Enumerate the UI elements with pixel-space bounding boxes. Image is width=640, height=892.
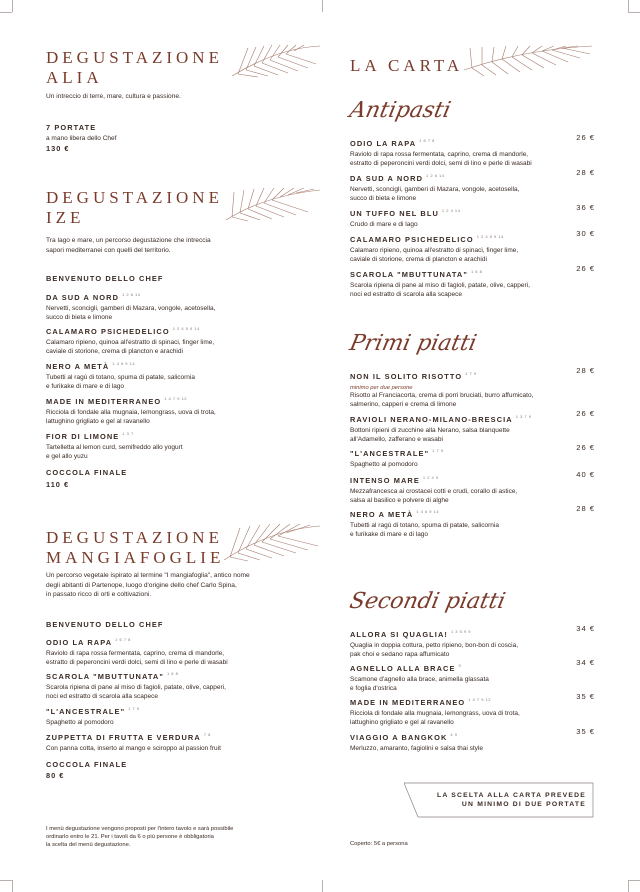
crop-mark	[628, 12, 640, 13]
notice-line: UN MINIMO DI DUE PORTATE	[461, 801, 586, 808]
tasting-footnote	[46, 825, 233, 849]
title-line: IZE	[46, 208, 85, 227]
item-name: NERO A METÀ	[46, 362, 110, 371]
menu-item	[46, 321, 286, 357]
item-name: RAVIOLI NERANO-MILANO-BRESCIA	[350, 415, 513, 424]
item-name: NERO A METÀ	[350, 510, 414, 519]
menu-item	[350, 366, 595, 410]
item-price: 35 €	[576, 692, 595, 701]
allergens: 1 6 8	[470, 269, 483, 274]
menu-item	[46, 356, 286, 392]
item-name: COCCOLA FINALE	[46, 760, 128, 769]
intro-line: sapori mediterranei con quelli del territorio.	[46, 246, 171, 254]
item-price: 40 €	[576, 470, 595, 479]
allergens: 1 4 7 9 12	[164, 396, 188, 401]
item-desc: e furikake di mare e di lago	[46, 382, 125, 390]
menu-item	[46, 391, 286, 427]
item-name: VIAGGIO A BANGKOK	[350, 733, 448, 742]
menu-item	[46, 754, 286, 772]
item-name: DA SUD A NORD	[350, 174, 424, 183]
menu-item	[350, 727, 595, 754]
item-desc: lattughino grigliato e gel al ravanello	[350, 718, 454, 726]
menu-item	[46, 614, 286, 632]
item-name: MADE IN MEDITERRANEO	[46, 397, 162, 406]
allergens: 1 3 5 9 9	[450, 629, 472, 634]
item-desc: Raviolo di rapa rossa fermentata, caprino, crema di mandorle,	[46, 650, 225, 657]
notice-text	[437, 791, 586, 809]
item-desc: Raviolo di rapa rossa fermentata, caprino, crema di mandorle,	[350, 151, 529, 158]
crop-mark	[12, 0, 13, 12]
item-price: 26 €	[576, 409, 595, 418]
item-desc: Con panna cotta, inserto al mango e sciroppo al passion fruit	[46, 745, 221, 752]
menu-item	[350, 168, 595, 204]
allergens: 1 7 9	[465, 371, 477, 376]
item-name: AGNELLO ALLA BRACE	[350, 664, 456, 673]
menu-price: 130 €	[46, 144, 70, 153]
course-note: a mano libera dello Chef	[46, 135, 117, 142]
item-name: COCCOLA FINALE	[46, 468, 128, 477]
menu-item	[350, 443, 595, 470]
item-price: 35 €	[576, 727, 595, 736]
item-desc: Nervetti, sconcigli, gamberi di Mazara, vongole, acetosella,	[46, 305, 216, 312]
item-name: CALAMARO PSICHEDELICO	[46, 327, 170, 336]
item-desc: Nervetti, sconcigli, gamberi di Mazara, vongole, acetosella,	[350, 186, 520, 193]
allergens: 1 4 6 9 14	[416, 509, 440, 514]
intro-line: degli abitanti di Partenope, luogo d'origine dello chef Carlo Spina,	[46, 581, 237, 589]
palm-leaf-icon	[224, 186, 322, 222]
menu-item	[46, 666, 286, 702]
allergens: 9	[458, 663, 462, 668]
item-price: 26 €	[576, 133, 595, 142]
item-name: BENVENUTO DELLO CHEF	[46, 620, 164, 629]
menu-item	[46, 287, 286, 323]
item-desc: noci ed estratto di scarola alla scapece	[350, 290, 463, 298]
item-desc: Quaglia in doppia cottura, petto ripieno, bon-bon di coscia,	[350, 642, 519, 649]
item-price: 34 €	[576, 624, 595, 633]
antipasti-heading: Antipasti	[347, 98, 453, 123]
allergens: 1 6 8	[166, 671, 179, 676]
item-name: "L'ANCESTRALE"	[350, 449, 430, 458]
allergens: 1 2 4 9	[422, 475, 439, 480]
item-name: DA SUD A NORD	[46, 293, 120, 302]
item-desc: e furikake di mare e di lago	[350, 530, 429, 538]
item-desc: Calamaro ripieno, quinoa all'estratto di spinaci, finger lime,	[46, 339, 215, 346]
section-title	[46, 528, 224, 568]
item-name: ZUPPETTA DI FRUTTA E VERDURA	[46, 733, 201, 742]
item-name: "L'ANCESTRALE"	[46, 707, 126, 716]
menu-item	[350, 658, 595, 694]
menu-item	[350, 624, 595, 660]
item-desc: noci ed estratto di scarola alla scapece	[46, 692, 159, 700]
item-desc: Scarola ripiena di pane al miso di fagioli, patate, olive, capperi,	[46, 684, 226, 691]
section-title	[46, 48, 223, 88]
title-line: MANGIAFOGLIE	[46, 548, 225, 567]
item-price: 28 €	[576, 168, 595, 177]
allergens: 1 2 4 5 9 14	[476, 234, 504, 239]
menu-item	[46, 701, 286, 728]
item-name: ALLORA SI QUAGLIA!	[350, 630, 448, 639]
allergens: 1 2 4 14	[441, 208, 461, 213]
footnote-line: la scelta del menù degustazione.	[46, 842, 131, 848]
menu-item	[350, 470, 595, 506]
crop-mark	[322, 0, 323, 12]
title-line: DEGUSTAZIONE	[46, 188, 223, 207]
item-price: 28 €	[576, 504, 595, 513]
secondi-heading: Secondi piatti	[347, 589, 508, 614]
allergens: 1 3 7	[122, 431, 134, 436]
item-desc: Calamaro ripieno, quinoa all'estratto di spinaci, finger lime,	[350, 247, 519, 254]
item-desc: Ricciola di fondale alla mugnaia, lemongrass, uova di trota,	[46, 409, 216, 416]
minimum-order-notice	[404, 782, 594, 818]
la-carta-title: LA CARTA	[350, 56, 464, 75]
item-desc: Bottoni ripieni di zucchine alla Nerano, salsa blanquette	[350, 427, 510, 434]
palm-leaf-icon	[222, 522, 322, 562]
crop-mark	[628, 880, 629, 892]
menu-item	[350, 133, 595, 169]
item-name: FIOR DI LIMONE	[46, 432, 120, 441]
item-price: 30 €	[576, 229, 595, 238]
item-desc: pak choi e sedano rapa affumicato	[350, 650, 450, 658]
cover-charge: Coperto: 5€ a persona	[350, 841, 408, 847]
menu-item	[46, 462, 286, 480]
item-desc: salsa al basilico e polvere di alghe	[350, 496, 449, 504]
intro-line: in passato ricco di orti e coltivazioni.	[46, 591, 152, 598]
allergens: 1 2 4 5 9 14	[172, 326, 200, 331]
item-name: CALAMARO PSICHEDELICO	[350, 235, 474, 244]
item-desc: Spaghetto al pomodoro	[350, 461, 418, 468]
item-name: INTENSO MARE	[350, 476, 420, 485]
course-count	[46, 117, 286, 144]
menu-item	[46, 727, 306, 754]
item-price: 28 €	[576, 366, 595, 375]
item-name: ODIO LA RAPA	[350, 139, 417, 148]
crop-mark	[628, 880, 640, 881]
item-desc: caviale di storione, crema di plancton e arachidi	[46, 347, 183, 355]
item-desc: Tartelletta al lemon curd, semifreddo allo yogurt	[46, 444, 183, 451]
allergens: 1 2 6 14	[122, 292, 141, 297]
menu-item	[46, 268, 286, 286]
allergens: 7 8	[203, 732, 211, 737]
item-desc: Crudo di mare e di lago	[350, 221, 418, 228]
item-name: ODIO LA RAPA	[46, 638, 113, 647]
menu-item	[350, 264, 595, 300]
section-intro	[46, 236, 211, 255]
crop-mark	[0, 12, 12, 13]
item-desc: Merluzzo, amaranto, fagiolini e salsa thai style	[350, 745, 483, 752]
allergens: 1 3 7 9	[515, 414, 532, 419]
item-desc: salmerino, capperi e crema di limone	[350, 400, 457, 408]
menu-price: 110 €	[46, 480, 70, 489]
intro-line: Un percorso vegetale ispirato al termine "I mangiafoglia", antico nome	[46, 572, 250, 579]
footnote-line: I menù degustazione vengono proposti per l'intero tavolo e sarà possibile	[46, 826, 234, 832]
item-desc: Mezzafrancesca ai crostacei cotti e crudi, corallo di astice,	[350, 488, 518, 495]
item-name: UN TUFFO NEL BLU	[350, 209, 439, 218]
item-desc: caviale di storione, crema di plancton e arachidi	[350, 255, 487, 263]
item-desc: succo di bieta e limone	[46, 313, 113, 321]
course-count-label: 7 PORTATE	[46, 123, 97, 132]
palm-leaf-icon	[228, 44, 322, 78]
title-line: DEGUSTAZIONE	[46, 48, 223, 67]
menu-item	[350, 692, 595, 728]
item-price: 34 €	[576, 658, 595, 667]
menu-item	[350, 229, 595, 265]
menu-item	[350, 504, 595, 540]
palm-leaf-icon	[462, 44, 594, 78]
section-intro	[46, 571, 250, 600]
footnote-line: ordinarlo entro le 21. Per i tavoli da 6 o più persone è obbligatoria	[46, 834, 214, 840]
item-desc: Ricciola di fondale alla mugnaia, lemongrass, uova di trota,	[350, 710, 520, 717]
item-desc: estratto di peperoncini verdi dolci, semi di lino e perle di wasabi	[350, 159, 532, 167]
item-desc: estratto di peperoncini verdi dolci, semi di lino e perle di wasabi	[46, 658, 228, 666]
menu-item	[46, 632, 286, 668]
item-desc: Scarola ripiena di pane al miso di fagioli, patate, olive, capperi,	[350, 282, 530, 289]
crop-mark	[0, 880, 12, 881]
allergens: 1 7 9	[432, 448, 444, 453]
notice-line: LA SCELTA ALLA CARTA PREVEDE	[436, 792, 586, 799]
allergens: 4 9	[450, 732, 458, 737]
section-title	[46, 188, 223, 228]
item-desc: Risotto al Franciacorta, crema di porri bruciati, burro affumicato,	[350, 392, 534, 399]
crop-mark	[12, 880, 13, 892]
item-desc: e foglia d'ostrica	[350, 684, 397, 692]
allergens: 1 4 6 9 14	[112, 361, 136, 366]
allergens: 1 7 9	[128, 706, 140, 711]
item-desc: Scamone d'agnello alla brace, animella glassata	[350, 676, 489, 683]
intro-line: Tra lago e mare, un percorso degustazione che intreccia	[46, 237, 211, 244]
item-desc: e gel allo yuzu	[46, 452, 88, 460]
primi-heading: Primi piatti	[347, 331, 479, 356]
menu-item	[46, 426, 286, 462]
title-line: DEGUSTAZIONE	[46, 528, 223, 547]
menu-price: 80 €	[46, 771, 65, 780]
allergens: 1 6 7 8	[419, 138, 435, 143]
item-name: MADE IN MEDITERRANEO	[350, 698, 466, 707]
item-desc: all'Adamello, zafferano e wasabi	[350, 435, 443, 443]
item-name: NON IL SOLITO RISOTTO	[350, 372, 463, 381]
menu-item	[350, 203, 595, 230]
item-price: 36 €	[576, 203, 595, 212]
item-desc: Tubetti al ragù di totano, spuma di patate, salicornia	[350, 522, 499, 529]
allergens: 1 4 7 9 12	[468, 697, 492, 702]
item-desc: lattughino grigliato e gel al ravanello	[46, 417, 150, 425]
allergens: 1 6 7 8	[115, 637, 131, 642]
crop-mark	[628, 0, 629, 12]
title-line: ALIA	[46, 68, 103, 87]
item-note: minimo per due persone	[350, 385, 413, 391]
item-desc: Spaghetto al pomodoro	[46, 719, 114, 726]
crop-mark	[322, 880, 323, 892]
section-intro: Un intreccio di terre, mare, cultura e passione.	[46, 93, 181, 100]
item-name: BENVENUTO DELLO CHEF	[46, 274, 164, 283]
item-desc: Tubetti al ragù di totano, spuma di patate, salicornia	[46, 374, 195, 381]
allergens: 1 2 6 14	[426, 173, 445, 178]
item-price: 26 €	[576, 264, 595, 273]
item-name: SCAROLA "MBUTTUNATA"	[46, 672, 164, 681]
menu-item	[350, 409, 595, 445]
item-desc: succo di bieta e limone	[350, 194, 417, 202]
item-name: SCAROLA "MBUTTUNATA"	[350, 270, 468, 279]
item-price: 26 €	[576, 443, 595, 452]
